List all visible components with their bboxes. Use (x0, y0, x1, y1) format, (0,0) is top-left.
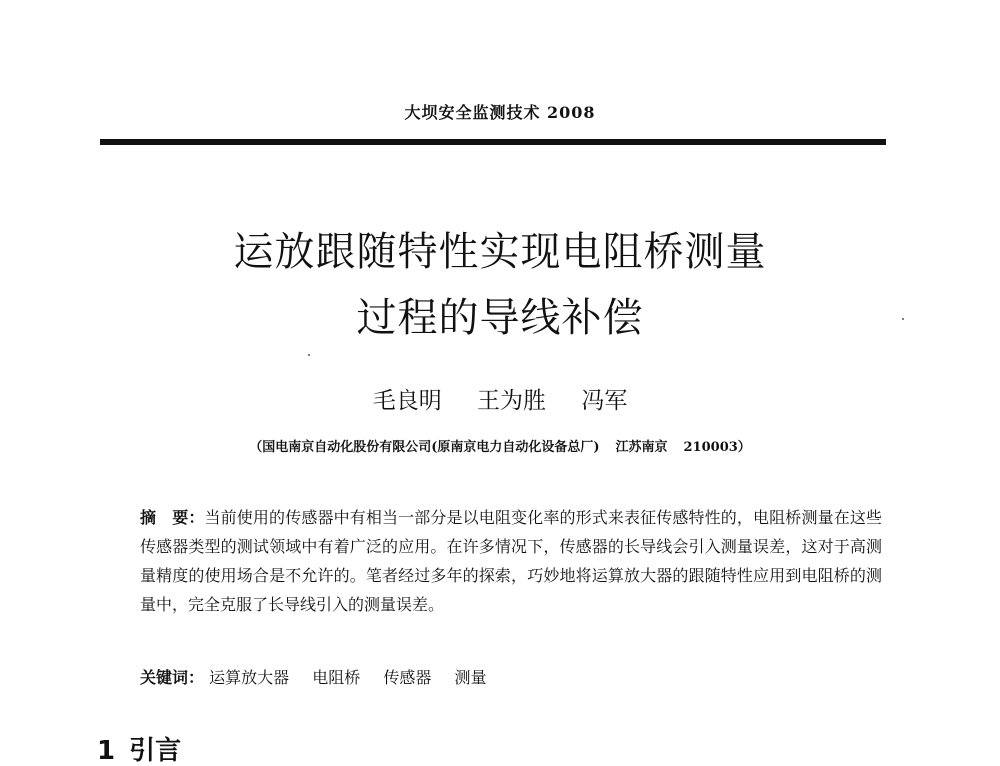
keyword: 测量 (454, 668, 487, 687)
author-list (0, 382, 1000, 415)
affiliation-postcode: 210003） (683, 440, 751, 455)
title-line-1: 运放跟随特性实现电阻桥测量 (233, 229, 767, 275)
author-name: 王为胜 (477, 388, 546, 414)
affiliation-place: 江苏南京 (615, 440, 668, 455)
abstract-text: 当前使用的传感器中有相当一部分是以电阻变化率的形式来表征传感特性的，电阻桥测量在这些传感器类型的测试领域中有着广泛的应用。在许多情况下，传感器的长导线会引入测量误差，这对于高测量精度的使用场合是不允许的。笔者经过多年的探索，巧妙地将运算放大器的跟随特性应用到电阻桥的测量中，完全克服了长导线引入的测量误差。 (140, 508, 882, 614)
author-name: 毛良明 (372, 388, 442, 414)
header-rule (100, 139, 886, 145)
scan-speck (902, 318, 904, 320)
affiliation (0, 436, 1000, 455)
affiliation-org: （国电南京自动化股份有限公司(原南京电力自动化设备总厂) (249, 440, 600, 455)
section-number: 1 (97, 736, 116, 766)
scan-speck (308, 354, 310, 356)
author-name: 冯军 (581, 388, 628, 414)
keywords-label: 关键词： (140, 668, 205, 687)
abstract-label: 摘 要： (140, 508, 205, 527)
keywords (140, 665, 882, 688)
section-heading (97, 738, 181, 764)
running-header: 大坝安全监测技术 2008 (404, 103, 596, 122)
keyword: 电阻桥 (312, 668, 361, 687)
keyword: 运算放大器 (209, 668, 290, 687)
section-title: 引言 (129, 736, 182, 766)
keyword: 传感器 (383, 668, 432, 687)
abstract (140, 503, 882, 619)
title-line-2: 过程的导线补偿 (356, 295, 644, 341)
